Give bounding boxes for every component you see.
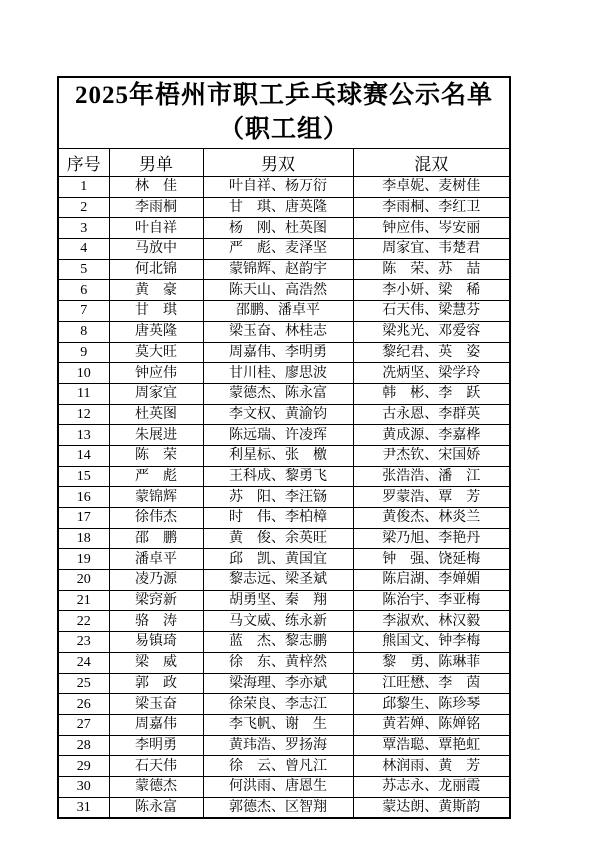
mens-singles-cell: 郭 政 <box>109 673 203 694</box>
row-number: 11 <box>58 383 109 404</box>
mixed-doubles-cell: 蒙达朗、黄斯韵 <box>353 797 510 818</box>
table-row <box>58 508 510 529</box>
mens-singles-cell: 潘卓平 <box>109 549 203 570</box>
mixed-doubles-cell: 尹杰钦、宋国娇 <box>353 445 510 466</box>
mens-doubles-cell: 蓝 杰、黎志鹏 <box>203 632 353 653</box>
mens-singles-cell: 李雨桐 <box>109 197 203 218</box>
title-row <box>58 77 510 149</box>
mens-singles-cell: 李明勇 <box>109 735 203 756</box>
mens-singles-cell: 唐英隆 <box>109 321 203 342</box>
mens-singles-cell: 朱展进 <box>109 425 203 446</box>
row-number: 22 <box>58 611 109 632</box>
mens-doubles-cell: 杨 刚、杜英图 <box>203 218 353 239</box>
table-row <box>58 363 510 384</box>
mens-singles-cell: 梁玉奋 <box>109 694 203 715</box>
row-number: 9 <box>58 342 109 363</box>
mens-singles-cell: 梁窍新 <box>109 590 203 611</box>
mens-singles-cell: 钟应伟 <box>109 363 203 384</box>
table-row <box>58 756 510 777</box>
mens-doubles-cell: 周嘉伟、李明勇 <box>203 342 353 363</box>
mens-doubles-cell: 徐荣良、李志江 <box>203 694 353 715</box>
mens-doubles-cell: 王科成、黎勇飞 <box>203 466 353 487</box>
mens-singles-cell: 蒙锦辉 <box>109 487 203 508</box>
table-row <box>58 528 510 549</box>
row-number: 12 <box>58 404 109 425</box>
mens-singles-cell: 莫大旺 <box>109 342 203 363</box>
mens-singles-cell: 周家宜 <box>109 383 203 404</box>
row-number: 30 <box>58 776 109 797</box>
row-number: 25 <box>58 673 109 694</box>
row-number: 17 <box>58 508 109 529</box>
column-header-no: 序号 <box>58 149 109 177</box>
mens-singles-cell: 杜英图 <box>109 404 203 425</box>
roster-table <box>57 76 511 819</box>
row-number: 29 <box>58 756 109 777</box>
mixed-doubles-cell: 李小妍、梁 稀 <box>353 280 510 301</box>
table-row <box>58 259 510 280</box>
page-title: 2025年梧州市职工乒乓球赛公示名单 <box>75 82 494 110</box>
mens-singles-cell: 周嘉伟 <box>109 714 203 735</box>
row-number: 1 <box>58 177 109 198</box>
mixed-doubles-cell: 黄成源、李嘉桦 <box>353 425 510 446</box>
mens-doubles-cell: 甘 琪、唐英隆 <box>203 197 353 218</box>
table-row <box>58 239 510 260</box>
row-number: 2 <box>58 197 109 218</box>
mens-doubles-cell: 黎志远、梁圣斌 <box>203 570 353 591</box>
mens-doubles-cell: 苏 阳、李汪铴 <box>203 487 353 508</box>
mens-singles-cell: 陈永富 <box>109 797 203 818</box>
table-row <box>58 797 510 818</box>
mixed-doubles-cell: 石天伟、梁慧芬 <box>353 301 510 322</box>
row-number: 28 <box>58 735 109 756</box>
row-number: 3 <box>58 218 109 239</box>
mens-singles-cell: 梁 威 <box>109 652 203 673</box>
mens-doubles-cell: 蒙锦辉、赵韵宇 <box>203 259 353 280</box>
table-row <box>58 218 510 239</box>
mixed-doubles-cell: 林润雨、黄 芳 <box>353 756 510 777</box>
table-row <box>58 197 510 218</box>
mens-doubles-cell: 马文威、练永新 <box>203 611 353 632</box>
mixed-doubles-cell: 李卓妮、麦树佳 <box>353 177 510 198</box>
table-row <box>58 549 510 570</box>
table-row <box>58 611 510 632</box>
mens-singles-cell: 林 佳 <box>109 177 203 198</box>
row-number: 15 <box>58 466 109 487</box>
mens-singles-cell: 陈 荣 <box>109 445 203 466</box>
mens-singles-cell: 蒙德杰 <box>109 776 203 797</box>
mixed-doubles-cell: 韩 彬、李 跃 <box>353 383 510 404</box>
mixed-doubles-cell: 邱黎生、陈珍琴 <box>353 694 510 715</box>
mixed-doubles-cell: 钟应伟、岑安丽 <box>353 218 510 239</box>
mixed-doubles-cell: 张浩浩、潘 江 <box>353 466 510 487</box>
header-row <box>58 149 510 177</box>
mixed-doubles-cell: 冼炳坚、梁学玲 <box>353 363 510 384</box>
mixed-doubles-cell: 江旺懋、李 茵 <box>353 673 510 694</box>
table-row <box>58 383 510 404</box>
table-row <box>58 342 510 363</box>
mens-singles-cell: 何北锦 <box>109 259 203 280</box>
table-row <box>58 590 510 611</box>
mixed-doubles-cell: 钟 强、饶延梅 <box>353 549 510 570</box>
mixed-doubles-cell: 覃浩聪、覃艳虹 <box>353 735 510 756</box>
mixed-doubles-cell: 周家宜、韦楚君 <box>353 239 510 260</box>
mixed-doubles-cell: 黄若婵、陈婵铭 <box>353 714 510 735</box>
table-row <box>58 445 510 466</box>
mens-singles-cell: 黄 豪 <box>109 280 203 301</box>
mens-doubles-cell: 叶自祥、杨万衍 <box>203 177 353 198</box>
mens-singles-cell: 骆 涛 <box>109 611 203 632</box>
row-number: 31 <box>58 797 109 818</box>
table-row <box>58 466 510 487</box>
mens-singles-cell: 严 彪 <box>109 466 203 487</box>
table-row <box>58 714 510 735</box>
mens-doubles-cell: 黄玮浩、罗扬海 <box>203 735 353 756</box>
mens-doubles-cell: 黄 俊、余英旺 <box>203 528 353 549</box>
mixed-doubles-cell: 陈 荣、苏 喆 <box>353 259 510 280</box>
table-row <box>58 694 510 715</box>
mixed-doubles-cell: 陈治宇、李亚梅 <box>353 590 510 611</box>
row-number: 10 <box>58 363 109 384</box>
mens-singles-cell: 石天伟 <box>109 756 203 777</box>
table-row <box>58 632 510 653</box>
mixed-doubles-cell: 李雨桐、李红卫 <box>353 197 510 218</box>
mens-doubles-cell: 郭德杰、区智翔 <box>203 797 353 818</box>
page-subtitle: （职工组） <box>219 116 350 143</box>
column-header-mens-singles: 男单 <box>109 149 203 177</box>
table-row <box>58 321 510 342</box>
mens-doubles-cell: 时 伟、李柏樟 <box>203 508 353 529</box>
row-number: 24 <box>58 652 109 673</box>
row-number: 21 <box>58 590 109 611</box>
mixed-doubles-cell: 梁乃旭、李艳丹 <box>353 528 510 549</box>
mens-singles-cell: 易镇琦 <box>109 632 203 653</box>
mens-doubles-cell: 李文权、黄渝钧 <box>203 404 353 425</box>
row-number: 14 <box>58 445 109 466</box>
row-number: 13 <box>58 425 109 446</box>
row-number: 26 <box>58 694 109 715</box>
mixed-doubles-cell: 苏志永、龙丽霞 <box>353 776 510 797</box>
mixed-doubles-cell: 古永恩、李群英 <box>353 404 510 425</box>
mens-doubles-cell: 邵鹏、潘卓平 <box>203 301 353 322</box>
mens-singles-cell: 徐伟杰 <box>109 508 203 529</box>
mixed-doubles-cell: 熊国文、钟李梅 <box>353 632 510 653</box>
mixed-doubles-cell: 梁兆光、邓爱容 <box>353 321 510 342</box>
row-number: 6 <box>58 280 109 301</box>
mixed-doubles-cell: 陈启湖、李婵媚 <box>353 570 510 591</box>
mens-doubles-cell: 利星标、张 檄 <box>203 445 353 466</box>
row-number: 20 <box>58 570 109 591</box>
table-row <box>58 487 510 508</box>
table-row <box>58 652 510 673</box>
mens-doubles-cell: 陈天山、高浩然 <box>203 280 353 301</box>
mens-doubles-cell: 邱 凯、黄国宜 <box>203 549 353 570</box>
mixed-doubles-cell: 黄俊杰、林炎兰 <box>353 508 510 529</box>
table-row <box>58 776 510 797</box>
row-number: 18 <box>58 528 109 549</box>
mens-doubles-cell: 胡勇坚、秦 翔 <box>203 590 353 611</box>
row-number: 16 <box>58 487 109 508</box>
mens-doubles-cell: 陈远瑞、许凌珲 <box>203 425 353 446</box>
table-row <box>58 301 510 322</box>
row-number: 19 <box>58 549 109 570</box>
column-header-mixed-doubles: 混双 <box>353 149 510 177</box>
mens-doubles-cell: 蒙德杰、陈永富 <box>203 383 353 404</box>
table-row <box>58 735 510 756</box>
mens-singles-cell: 邵 鹏 <box>109 528 203 549</box>
mens-doubles-cell: 梁玉奋、林桂志 <box>203 321 353 342</box>
mens-doubles-cell: 严 彪、麦泽坚 <box>203 239 353 260</box>
row-number: 8 <box>58 321 109 342</box>
mens-doubles-cell: 徐 云、曾凡江 <box>203 756 353 777</box>
row-number: 5 <box>58 259 109 280</box>
table-row <box>58 404 510 425</box>
mens-singles-cell: 马放中 <box>109 239 203 260</box>
row-number: 4 <box>58 239 109 260</box>
column-header-mens-doubles: 男双 <box>203 149 353 177</box>
row-number: 7 <box>58 301 109 322</box>
row-number: 27 <box>58 714 109 735</box>
mens-doubles-cell: 徐 东、黄梓然 <box>203 652 353 673</box>
mens-doubles-cell: 甘川桂、廖思波 <box>203 363 353 384</box>
table-row <box>58 570 510 591</box>
mens-singles-cell: 叶自祥 <box>109 218 203 239</box>
mens-doubles-cell: 梁海理、李亦斌 <box>203 673 353 694</box>
page-title-cell <box>58 77 510 149</box>
mens-singles-cell: 甘 琪 <box>109 301 203 322</box>
table-row <box>58 673 510 694</box>
mens-singles-cell: 凌乃源 <box>109 570 203 591</box>
table-row <box>58 177 510 198</box>
mens-doubles-cell: 何洪雨、唐恩生 <box>203 776 353 797</box>
mixed-doubles-cell: 黎纪君、英 姿 <box>353 342 510 363</box>
table-row <box>58 425 510 446</box>
mixed-doubles-cell: 李淑欢、林汉毅 <box>353 611 510 632</box>
row-number: 23 <box>58 632 109 653</box>
table-row <box>58 280 510 301</box>
mixed-doubles-cell: 黎 勇、陈琳菲 <box>353 652 510 673</box>
mens-doubles-cell: 李飞帆、谢 生 <box>203 714 353 735</box>
mixed-doubles-cell: 罗蒙浩、覃 芳 <box>353 487 510 508</box>
